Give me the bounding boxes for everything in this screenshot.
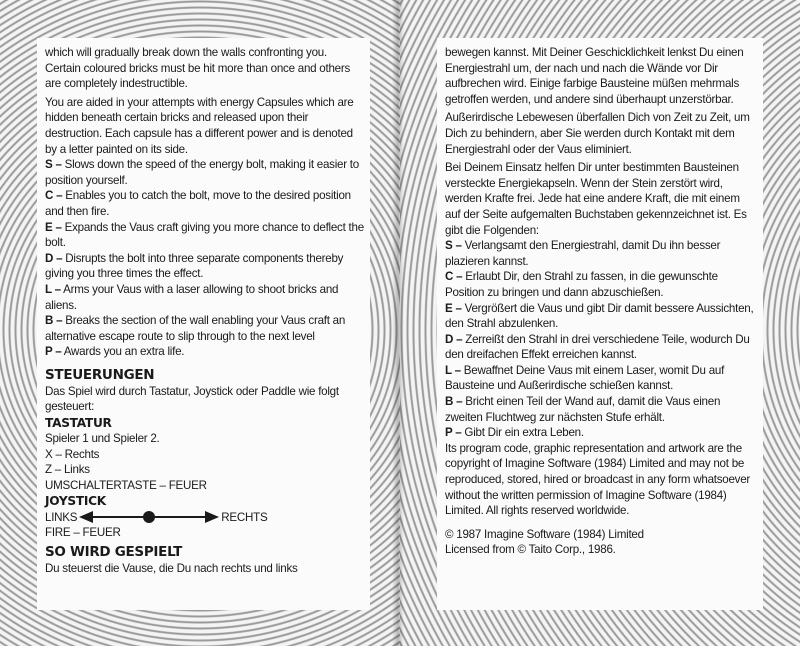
capsule-letter: B – (445, 395, 463, 409)
capsule-letter: P – (45, 345, 62, 359)
capsule-text: Expands the Vaus craft giving you more chance to deflect the bolt. (45, 220, 364, 250)
capsule-item-e (45, 220, 364, 251)
capsule-letter: S – (45, 158, 62, 172)
capsule-item-s (445, 238, 757, 269)
capsule-text: Vergrößert die Vaus und gibt Dir damit bessere Aussichten, den Strahl abzulenken. (445, 301, 754, 331)
steuerungen-text: Das Spiel wird durch Tastatur, Joystick oder Paddle wie folgt gesteuert: (45, 384, 339, 414)
capsule-item-l (45, 282, 364, 313)
capsule-letter: P – (445, 426, 462, 440)
right-paragraph-3: Bei Deinem Einsatz helfen Dir unter bestimmten Bausteinen versteckte Energiekapseln. Wenn der Stein zerstört wird, werden Krafte frei. Jede hat eine andere Kraft, die mit einem auf der Seite aufgemalten Buchstaben gekennzeichnet ist. Es gibt die Folgenden: (445, 161, 747, 237)
capsule-item-p (45, 344, 364, 360)
capsule-item-b (445, 394, 757, 425)
right-page (437, 38, 763, 610)
capsule-item-c (45, 188, 364, 219)
capsule-text: Disrupts the bolt into three separate components thereby giving you three times the effect. (45, 251, 344, 281)
tastatur-line: Z – Links (45, 463, 90, 477)
left-paragraph-2: You are aided in your attempts with energy Capsules which are hidden beneath certain bricks and released upon their destruction. Each capsule has a different power and is denoted by a letter painted on its side. (45, 95, 354, 156)
steuerungen-heading: STEUERUNGEN (45, 366, 155, 383)
so-wird-gespielt-text: Du steuerst die Vause, die Du nach rechts und links (45, 562, 298, 576)
capsule-letter: L – (445, 363, 461, 377)
capsule-text: Slows down the speed of the energy bolt, making it easier to position yourself. (45, 158, 359, 187)
tastatur-heading: TASTATUR (45, 416, 112, 431)
capsule-letter: B – (45, 314, 63, 328)
capsule-item-c (445, 269, 757, 300)
capsule-text: Breaks the section of the wall enabling your Vaus craft an alternative escape route to slip through to the next level (45, 314, 346, 343)
capsule-text: Gibt Dir ein extra Leben. (461, 426, 584, 440)
capsule-text: Zerreißt den Strahl in drei verschiedene Teile, wodurch Du den dreifachen Effekt erreichen kannst. (445, 332, 750, 362)
footer-credits (445, 527, 757, 558)
capsule-letter: C – (45, 189, 63, 203)
tastatur-line: X – Rechts (45, 447, 100, 461)
capsule-item-p (445, 425, 757, 441)
capsule-item-d (45, 251, 364, 282)
capsule-text: Awards you an extra life. (61, 345, 185, 359)
capsule-letter: L – (45, 282, 61, 296)
capsule-item-l (445, 363, 757, 394)
joystick-right-label: RECHTS (221, 510, 268, 524)
joystick-heading: JOYSTICK (45, 494, 106, 509)
double-arrow-icon (79, 510, 219, 524)
left-page (37, 38, 370, 610)
capsule-letter: E – (45, 220, 62, 234)
left-paragraph-1: which will gradually break down the walls confronting you. Certain coloured bricks must be hit more than once and others are completely indestructible. (45, 46, 351, 91)
capsule-text: Bricht einen Teil der Wand auf, damit die Vaus einen zweiten Fluchtweg zur nächsten Stufe erhält. (445, 395, 721, 424)
so-wird-gespielt-heading: SO WIRD GESPIELT (45, 544, 183, 561)
capsule-text: Arms your Vaus with a laser allowing to shoot bricks and aliens. (45, 282, 339, 312)
capsule-text: Enables you to catch the bolt, move to the desired position and then fire. (45, 189, 351, 218)
right-paragraph-2: Außerirdische Lebewesen überfallen Dich von Zeit zu Zeit, um Dich zu behindern, aber Sie werden durch Kontakt mit dem Energiestrahl oder der Vaus eliminiert. (445, 111, 750, 156)
joystick-fire-line: FIRE – FEUER (45, 526, 121, 540)
capsule-text: Erlaubt Dir, den Strahl zu fassen, in die gewunschte Position zu bringen und dann abzuschießen. (445, 270, 718, 299)
capsule-letter: E – (445, 301, 462, 315)
capsule-letter: C – (445, 270, 463, 284)
capsule-letter: D – (45, 251, 63, 265)
capsule-item-d (445, 332, 757, 363)
capsule-letter: D – (445, 332, 463, 346)
capsule-item-e (445, 301, 757, 332)
capsule-item-b (45, 313, 364, 344)
capsule-letter: S – (445, 239, 462, 253)
capsule-text: Verlangsamt den Energiestrahl, damit Du ihn besser plazieren kannst. (445, 239, 721, 268)
tastatur-line: Spieler 1 und Spieler 2. (45, 432, 160, 446)
footer-license-line: Licensed from © Taito Corp., 1986. (445, 543, 616, 557)
book-spine (392, 0, 404, 646)
capsule-item-s (45, 157, 364, 188)
joystick-left-label: LINKS (45, 510, 78, 524)
right-paragraph-1: bewegen kannst. Mit Deiner Geschicklichkeit lenkst Du einen Energiestrahl um, der nach und nach die Wände vor Dir aufbrechen wird. Einige farbige Bausteine müßen mehrmals getroffen werden, und andere sind überhaupt unzerstörbar. (445, 46, 744, 106)
capsule-text: Bewaffnet Deine Vaus mit einem Laser, womit Du auf Bausteine und Außerirdische schießen kannst. (445, 363, 725, 393)
copyright-notice: Its program code, graphic representation and artwork are the copyright of Imagine Software (1984) Limited and may not be reproduced, stored, hired or broadcast in any form whatsoever without the written permission of Imagine Software (1984) Limited. All rights reserved worldwide. (445, 441, 751, 518)
tastatur-line: UMSCHALTERTASTE – FEUER (45, 478, 207, 492)
footer-copyright-line: © 1987 Imagine Software (1984) Limited (445, 527, 644, 541)
joystick-diagram (45, 509, 364, 525)
